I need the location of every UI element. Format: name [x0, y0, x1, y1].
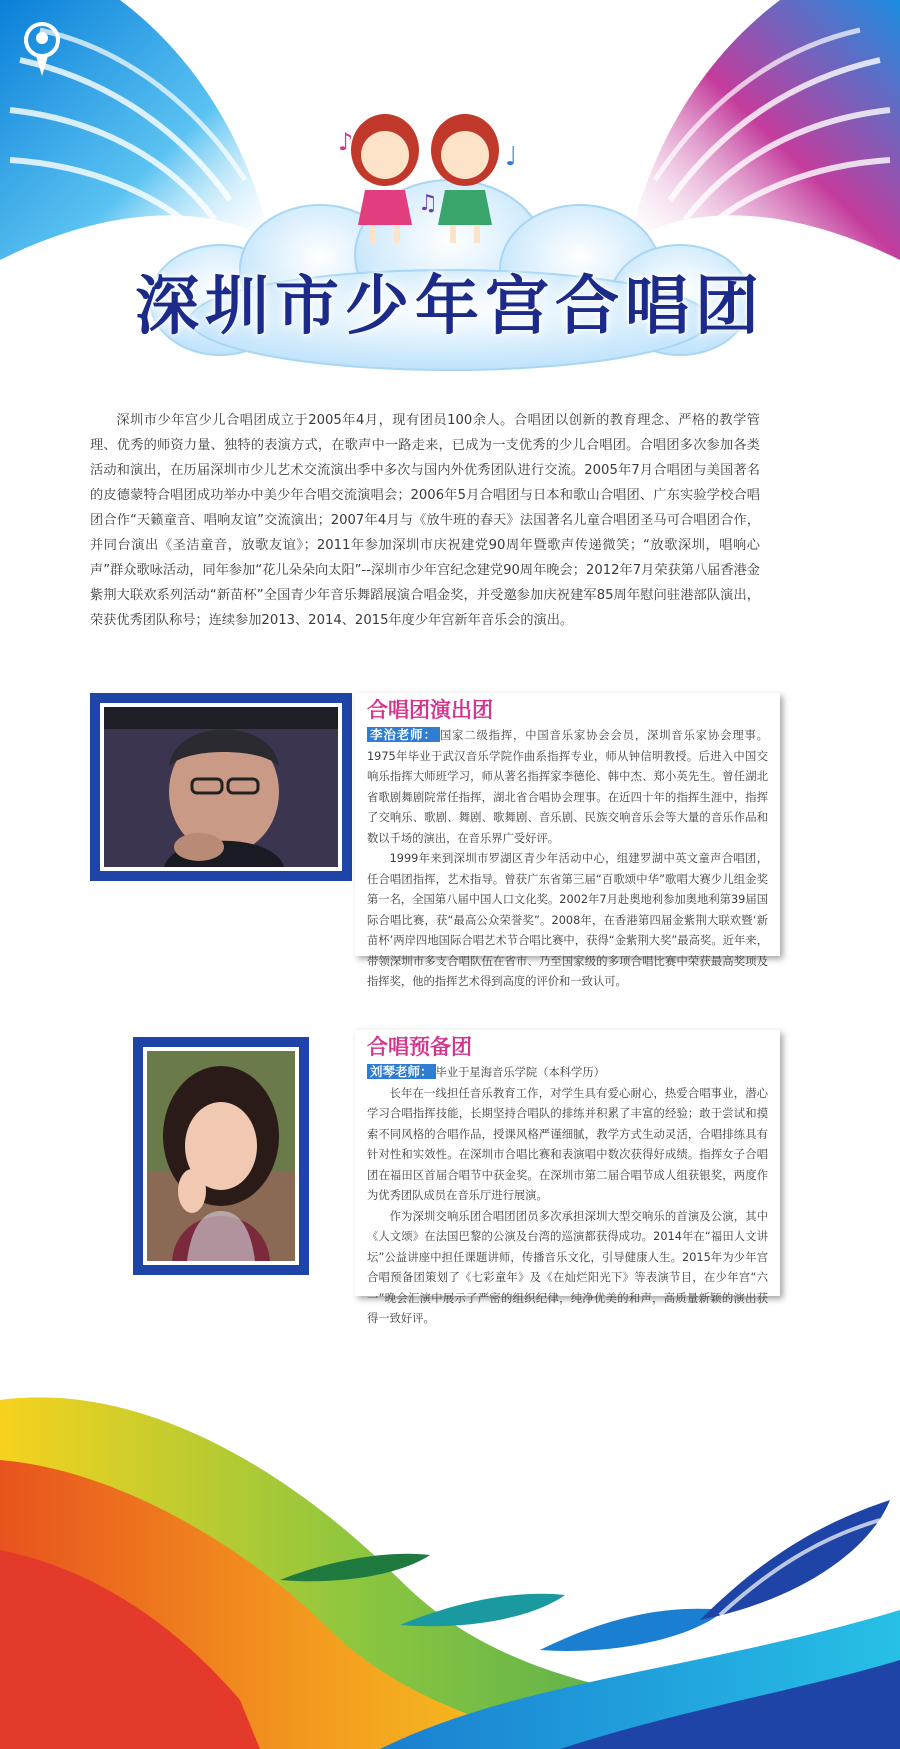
svg-text:♩: ♩: [505, 142, 518, 172]
girl-singer-right-icon: [431, 114, 499, 243]
performance-group-title: 合唱团演出团: [367, 698, 493, 722]
teacher-li-bio-1: 国家二级指挥，中国音乐家协会会员，深圳音乐家协会理事。1975年毕业于武汉音乐学院作曲系指挥专业，师从钟信明教授。后进入中国交响乐指挥大师班学习，师从著名指挥家李德伦、韩中杰、郑小英先生。曾任湖北省歌剧舞剧院常任指挥，湖北省合唱协会理事。在近四十年的指挥生涯中，指挥了交响乐、歌剧、舞剧、歌舞剧、音乐剧、民族交响音乐会等大量的音乐作品和数以千场的演出，在音乐界广受好评。: [367, 729, 768, 845]
svg-text:♫: ♫: [418, 191, 438, 216]
teacher-li-bio-2: 1999年来到深圳市罗湖区青少年活动中心，组建罗湖中英文童声合唱团，任合唱团指挥，艺术指导。曾获广东省第三届“百歌颂中华”歌唱大赛少儿组金奖第一名，全国第八届中国人口文化奖。2002年7月赴奥地利参加奥地利第39届国际合唱比赛，获“最高公众荣誉奖”。2008年，在香港第四届金紫荆大联欢暨‘新苗杯’两岸四地国际合唱艺术节合唱比赛中，获得“金紫荆大奖”最高奖。近年来，带领深圳市多支合唱队伍在省市、乃至国家级的多项合唱比赛中荣获最高奖项及指挥奖，他的指挥艺术得到高度的评价和一致认可。: [367, 852, 768, 988]
performance-group-card: [355, 693, 780, 988]
teacher-liu-education: 毕业于星海音乐学院（本科学历）: [435, 1066, 605, 1079]
teacher-li-tag: 李治老师：: [367, 727, 440, 742]
footer-decoration: [0, 1380, 900, 1749]
teacher-li-photo: [104, 707, 338, 867]
girl-singer-left-icon: [351, 114, 419, 243]
prep-group-card: [355, 1030, 780, 1325]
intro-paragraph: 深圳市少年宫少儿合唱团成立于2005年4月，现有团员100余人。合唱团以创新的教育理念、严格的教学管理、优秀的师资力量、独特的表演方式，在歌声中一路走来，已成为一支优秀的少儿合唱团。合唱团多次参加各类活动和演出，在历届深圳市少儿艺术交流演出季中多次与国内外优秀团队进行交流。2005年7月合唱团与美国著名的皮德蒙特合唱团成功举办中美少年合唱交流演唱会；2006年5月合唱团与日本和歌山合唱团、广东实验学校合唱团合作“天籁童音、唱响友谊”交流演出；2007年4月与《放牛班的春天》法国著名儿童合唱团圣马可合唱团合作，并同台演出《圣洁童音，放歌友谊》；2011年参加深圳市庆祝建党90周年暨歌声传递微笑；“放歌深圳，唱响心声”群众歌咏活动，同年参加“花儿朵朵向太阳”--深圳市少年宫纪念建党90周年晚会；2012年7月荣获第八届香港金紫荆大联欢系列活动“新苗杯”全国青少年音乐舞蹈展演合唱金奖，并受邀参加庆祝建军85周年慰问驻港部队演出，荣获优秀团队称号；连续参加2013、2014、2015年度少年宫新年音乐会的演出。: [90, 413, 760, 628]
svg-text:♪: ♪: [338, 128, 354, 156]
photo-frame-li: [90, 693, 352, 881]
teacher-liu-photo: [147, 1051, 295, 1261]
prep-group-title: 合唱预备团: [367, 1035, 472, 1059]
photo-frame-liu: [133, 1037, 309, 1275]
teacher-liu-tag: 刘琴老师：: [367, 1064, 436, 1079]
teacher-liu-bio-2: 作为深圳交响乐团合唱团团员多次承担深圳大型交响乐的首演及公演，其中《人文颂》在法国巴黎的公演及台湾的巡演都获得成功。2014年在“福田人文讲坛”公益讲座中担任课题讲师，传播音乐文化，引导健康人生。2015年为少年宫合唱预备团策划了《七彩童年》及《在灿烂阳光下》等表演节目，在少年宫“六一”晚会汇演中展示了严密的组织纪律，纯净优美的和声，高质量新颖的演出获得一致好评。: [367, 1209, 768, 1325]
page-title: 深圳市少年宫合唱团: [135, 270, 765, 344]
teacher-liu-bio-1: 长年在一线担任音乐教育工作，对学生具有爱心耐心，热爱合唱事业，潜心学习合唱指挥技能，长期坚持合唱队的排练并积累了丰富的经验；敢于尝试和摸索不同风格的合唱作品，授课风格严谨细腻，教学方式生动灵活，合唱排练具有针对性和实效性。在深圳市合唱比赛和表演唱中数次获得好成绩。指挥女子合唱团在福田区首届合唱节中获金奖。在深圳市第二届合唱节成人组获银奖，两度作为优秀团队成员在音乐厅进行展演。: [367, 1086, 768, 1202]
